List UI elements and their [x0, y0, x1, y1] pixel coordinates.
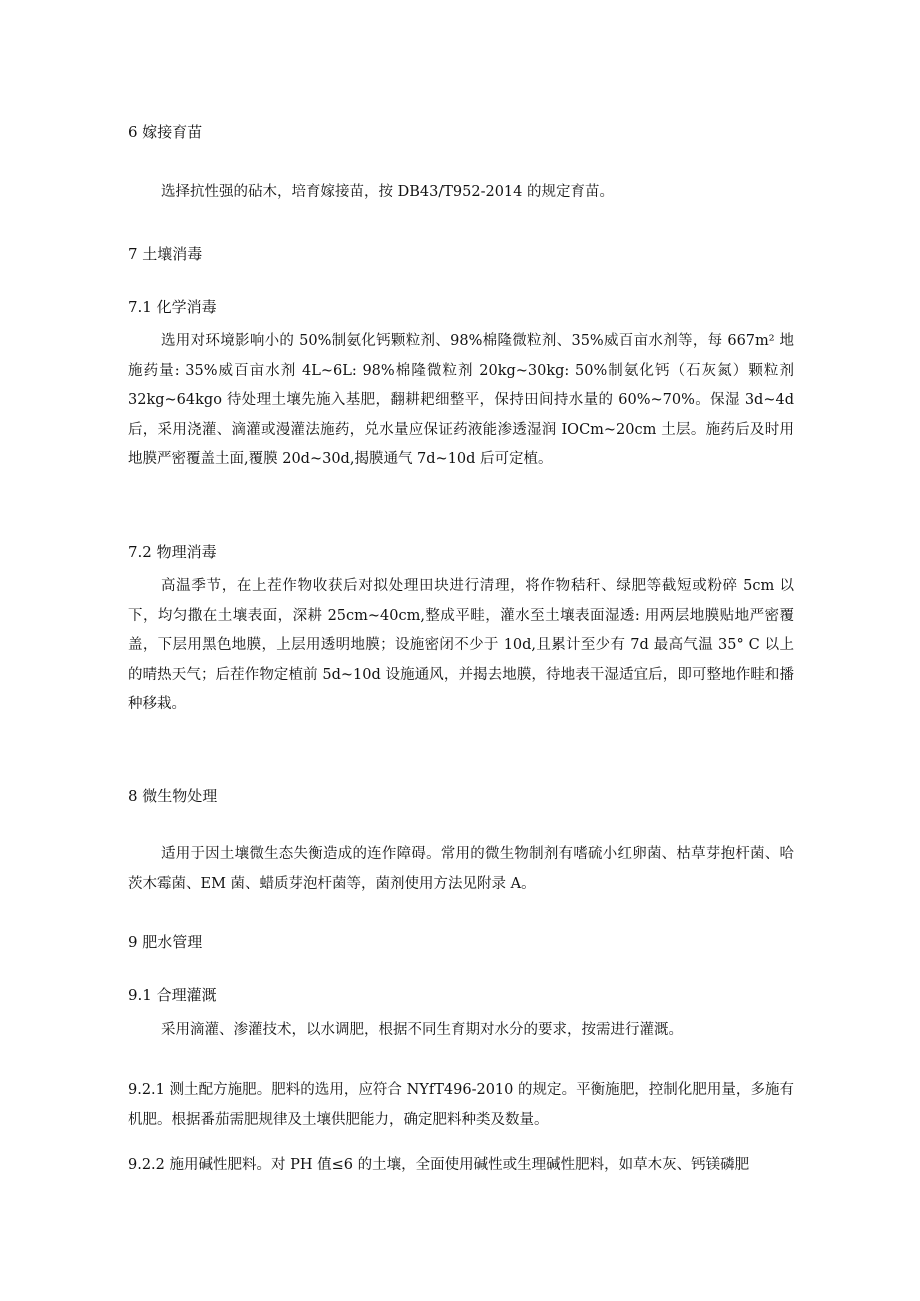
section-8-body: 适用于因土壤微生态失衡造成的连作障碍。常用的微生物制剂有嗜硫小红卵菌、枯草芽抱杆菌、哈茨木霉菌、EM 菌、蜡质芽泡杆菌等，菌剂使用方法见附录 A。 [128, 846, 794, 892]
section-9-2-2-body: 9.2.2 施用碱性肥料。对 PH 值≤6 的土壤，全面使用碱性或生理碱性肥料，如草木灰、钙镁磷肥 [128, 1157, 750, 1173]
section-7-1-heading: 7.1 化学消毒 [128, 298, 217, 316]
section-7-2-body: 高温季节，在上茬作物收获后对拟处理田块进行清理，将作物秸秆、绿肥等截短或粉碎 5cm 以下，均匀撒在土壤表面，深耕 25cm~40cm,整成平畦，灌水至土壤表面湿透: 用两层地膜贴地严密覆盖，下层用黑色地膜，上层用透明地膜；设施密闭不少于 10d,且累计至少有 7d 最高气温 35° C 以上的晴热天气；后茬作物定植前 5d~10d 设施通风，并揭去地膜，待地表干湿适宜后，即可整地作畦和播种移栽。 [128, 578, 794, 712]
section-7-2-heading: 7.2 物理消毒 [128, 543, 217, 561]
section-9-1-heading: 9.1 合理灌溉 [128, 986, 217, 1004]
section-9-1-body: 采用滴灌、渗灌技术，以水调肥，根据不同生育期对水分的要求，按需进行灌溉。 [161, 1022, 683, 1038]
section-6-body: 选择抗性强的砧木，培育嫁接苗，按 DB43/T952-2014 的规定育苗。 [161, 184, 614, 200]
section-7-heading: 7 土壤消毒 [128, 245, 203, 263]
section-9-2-1-body: 9.2.1 测土配方施肥。肥料的选用，应符合 NYfT496-2010 的规定。平衡施肥，控制化肥用量，多施有机肥。根据番茄需肥规律及土壤供肥能力，确定肥料种类及数量。 [128, 1082, 794, 1128]
section-6-heading: 6 嫁接育苗 [128, 123, 203, 141]
section-9-heading: 9 肥水管理 [128, 933, 203, 951]
section-7-1-body: 选用对环境影响小的 50%制氨化钙颗粒剂、98%棉隆微粒剂、35%威百亩水剂等，每 667m² 地施药量: 35%威百亩水剂 4L~6L: 98%棉隆微粒剂 20kg~30kg: 50%制氨化钙（石灰氮）颗粒剂 32kg~64kgo 待处理土壤先施入基肥，翻耕耙细整平，保持田间持水量的 60%~70%。保湿 3d~4d 后，采用浇灌、滴灌或漫灌法施药，兑水量应保证药液能渗透湿润 IOCm~20cm 土层。施药后及时用地膜严密覆盖土面,覆膜 20d~30d,揭膜通气 7d~10d 后可定植。 [128, 333, 794, 467]
section-8-heading: 8 微生物处理 [128, 787, 218, 805]
